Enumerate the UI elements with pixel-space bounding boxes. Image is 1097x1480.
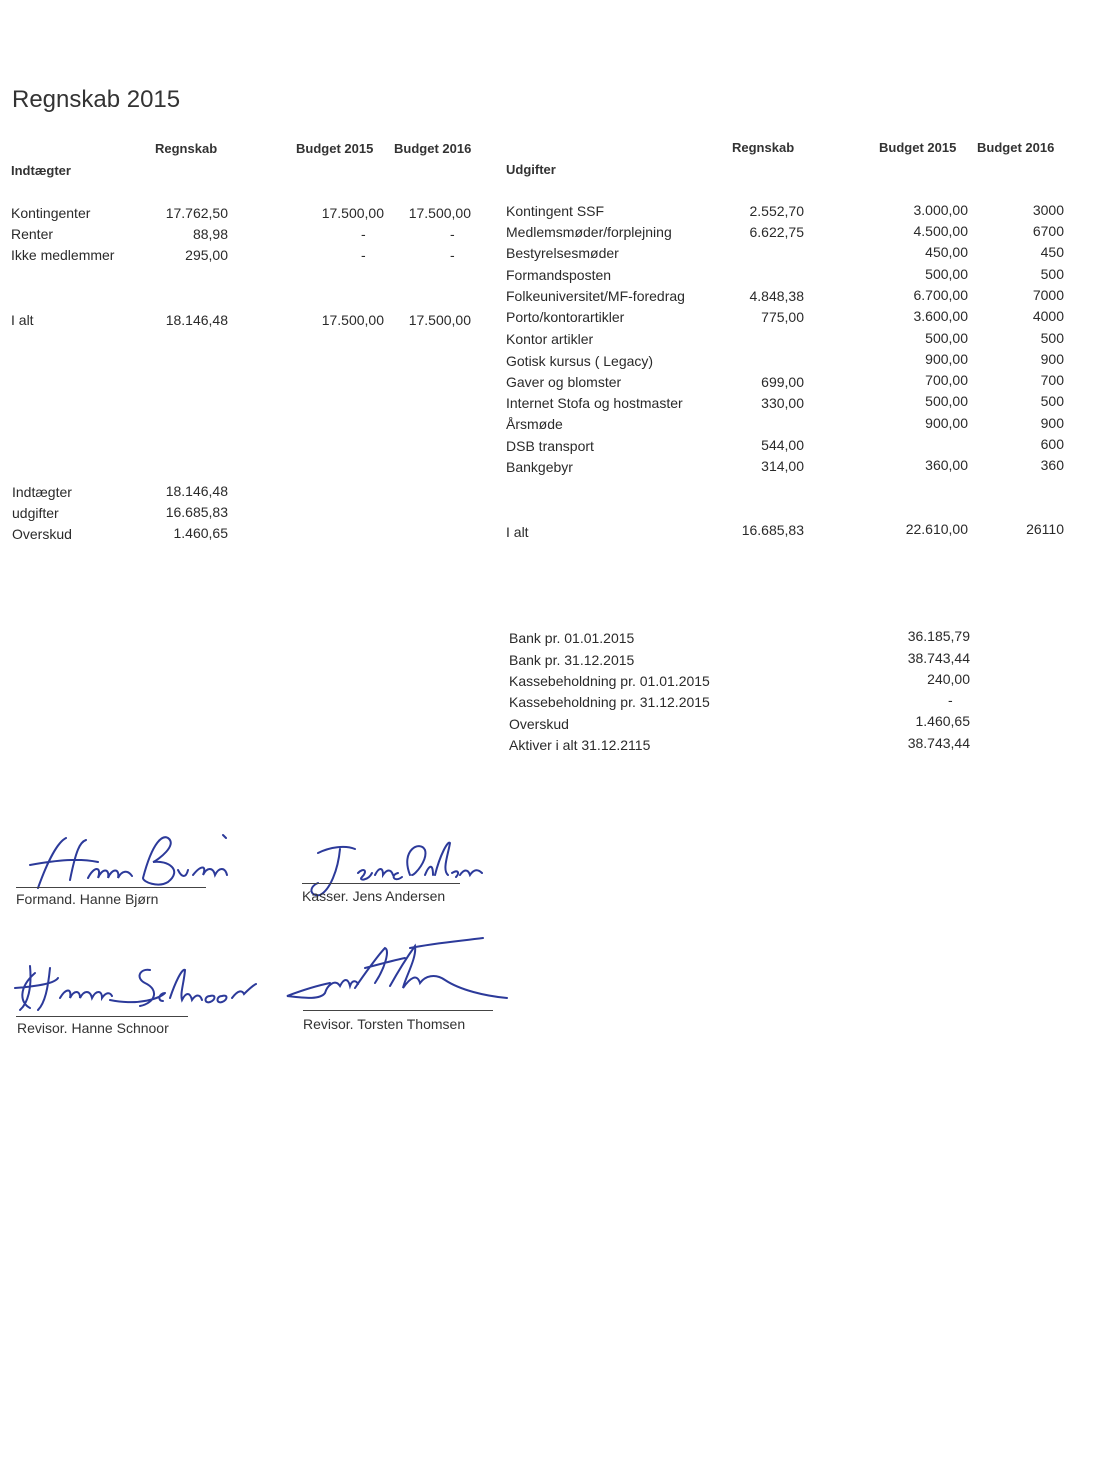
expense-total-regnskab: 16.685,83 — [741, 522, 804, 538]
balance-label: Bank pr. 01.01.2015 — [509, 630, 635, 646]
signature-torsten-thomsen-image — [285, 938, 510, 1013]
expense-row-regnskab: 544,00 — [761, 437, 804, 453]
signature-caption: Revisor. Hanne Schnoor — [17, 1020, 169, 1036]
signature-caption: Kasser. Jens Andersen — [302, 888, 446, 904]
income-header-regnskab: Regnskab — [155, 141, 218, 156]
signature-hanne-bjorn-image — [18, 830, 248, 900]
expense-row-regnskab: 2.552,70 — [749, 203, 804, 219]
summary-label: Indtægter — [12, 484, 72, 500]
income-total-regnskab: 18.146,48 — [165, 312, 228, 328]
expense-header-regnskab: Regnskab — [732, 140, 795, 155]
signature-hanne-schnoor-image — [10, 958, 260, 1018]
balance-label: Kassebeholdning pr. 01.01.2015 — [509, 673, 710, 689]
expense-total-budget-2015: 22.610,00 — [905, 521, 968, 537]
expense-row-label: Gotisk kursus ( Legacy) — [506, 353, 654, 369]
signature-line — [303, 1010, 493, 1011]
expense-row-budget-2015: 700,00 — [925, 372, 968, 388]
expense-row-label: Bankgebyr — [506, 459, 573, 475]
expense-row-label: Årsmøde — [506, 416, 563, 432]
expense-row-regnskab: 6.622,75 — [749, 224, 804, 240]
balance-value: 240,00 — [927, 671, 970, 687]
balance-value: 36.185,79 — [907, 628, 970, 644]
expense-row-budget-2015: 500,00 — [925, 330, 968, 346]
income-header-budget-2016: Budget 2016 — [394, 141, 472, 156]
income-row-regnskab: 295,00 — [185, 247, 228, 263]
balance-value: 38.743,44 — [907, 735, 970, 751]
expense-row-budget-2016: 900 — [1040, 415, 1064, 431]
expense-row-budget-2015: 4.500,00 — [913, 223, 968, 239]
signature-line — [16, 887, 206, 888]
income-total-budget-2015: 17.500,00 — [321, 312, 384, 328]
expense-section-label: Udgifter — [506, 162, 556, 177]
expense-header-budget-2016: Budget 2016 — [977, 140, 1055, 155]
income-row-regnskab: 17.762,50 — [165, 205, 228, 221]
expense-row-budget-2016: 500 — [1040, 393, 1064, 409]
expense-row-label: Medlemsmøder/forplejning — [506, 224, 672, 240]
income-total-label: I alt — [11, 312, 34, 328]
expense-row-budget-2015: 900,00 — [925, 415, 968, 431]
expense-row-budget-2016: 500 — [1040, 330, 1064, 346]
expense-row-label: Formandsposten — [506, 267, 612, 283]
expense-header-budget-2015: Budget 2015 — [879, 140, 957, 155]
expense-row-budget-2015: 500,00 — [925, 393, 968, 409]
balance-label: Bank pr. 31.12.2015 — [509, 652, 635, 668]
expense-row-budget-2016: 600 — [1040, 436, 1064, 452]
expense-row-budget-2015: 3.000,00 — [913, 202, 968, 218]
income-row-budget-2016: - — [450, 226, 455, 242]
expense-row-budget-2016: 7000 — [1032, 287, 1064, 303]
expense-row-budget-2015: 3.600,00 — [913, 308, 968, 324]
expense-row-regnskab: 314,00 — [761, 458, 804, 474]
summary-value: 1.460,65 — [173, 525, 228, 541]
balance-value: 38.743,44 — [907, 650, 970, 666]
expense-total-budget-2016: 26110 — [1026, 521, 1064, 537]
expense-row-label: Porto/kontorartikler — [506, 309, 625, 325]
income-row-label: Renter — [11, 226, 54, 242]
expense-row-regnskab: 4.848,38 — [749, 288, 804, 304]
expense-row-label: Kontingent SSF — [506, 203, 605, 219]
signature-line — [302, 883, 460, 884]
expense-row-budget-2016: 450 — [1040, 244, 1064, 260]
summary-label: udgifter — [12, 505, 59, 521]
expense-row-regnskab: 699,00 — [761, 374, 804, 390]
signature-line — [16, 1016, 188, 1017]
summary-label: Overskud — [12, 526, 72, 542]
income-section-label: Indtægter — [11, 163, 71, 178]
income-row-budget-2016: 17.500,00 — [408, 205, 471, 221]
summary-value: 18.146,48 — [165, 483, 228, 499]
expense-row-budget-2015: 360,00 — [925, 457, 968, 473]
signature-caption: Formand. Hanne Bjørn — [16, 891, 159, 907]
expense-row-label: Bestyrelsesmøder — [506, 245, 619, 261]
balance-value: - — [948, 692, 953, 708]
expense-row-regnskab: 330,00 — [761, 395, 804, 411]
expense-row-budget-2015: 900,00 — [925, 351, 968, 367]
income-row-label: Ikke medlemmer — [11, 247, 115, 263]
expense-row-budget-2016: 360 — [1040, 457, 1064, 473]
income-row-budget-2016: - — [450, 247, 455, 263]
income-header-budget-2015: Budget 2015 — [296, 141, 374, 156]
expense-row-label: Gaver og blomster — [506, 374, 622, 390]
expense-row-budget-2016: 700 — [1040, 372, 1064, 388]
income-row-label: Kontingenter — [11, 205, 91, 221]
expense-row-label: DSB transport — [506, 438, 594, 454]
expense-row-budget-2016: 500 — [1040, 266, 1064, 282]
balance-value: 1.460,65 — [915, 713, 970, 729]
expense-row-budget-2016: 6700 — [1032, 223, 1064, 239]
income-total-budget-2016: 17.500,00 — [408, 312, 471, 328]
balance-label: Overskud — [509, 716, 569, 732]
income-row-budget-2015: - — [361, 226, 366, 242]
expense-total-label: I alt — [506, 524, 529, 540]
signature-caption: Revisor. Torsten Thomsen — [303, 1016, 466, 1032]
expense-row-budget-2015: 450,00 — [925, 244, 968, 260]
income-row-budget-2015: 17.500,00 — [321, 205, 384, 221]
expense-row-budget-2016: 3000 — [1032, 202, 1064, 218]
expense-row-budget-2016: 4000 — [1032, 308, 1064, 324]
expense-row-label: Folkeuniversitet/MF-foredrag — [506, 288, 685, 304]
expense-row-budget-2015: 500,00 — [925, 266, 968, 282]
income-row-budget-2015: - — [361, 247, 366, 263]
balance-label: Kassebeholdning pr. 31.12.2015 — [509, 694, 710, 710]
expense-row-budget-2015: 6.700,00 — [913, 287, 968, 303]
expense-row-label: Kontor artikler — [506, 331, 594, 347]
income-row-regnskab: 88,98 — [192, 226, 228, 242]
expense-row-regnskab: 775,00 — [761, 309, 804, 325]
summary-value: 16.685,83 — [165, 504, 228, 520]
expense-row-label: Internet Stofa og hostmaster — [506, 395, 683, 411]
balance-label: Aktiver i alt 31.12.2115 — [509, 737, 651, 753]
expense-row-budget-2016: 900 — [1040, 351, 1064, 367]
page-title: Regnskab 2015 — [12, 86, 181, 113]
